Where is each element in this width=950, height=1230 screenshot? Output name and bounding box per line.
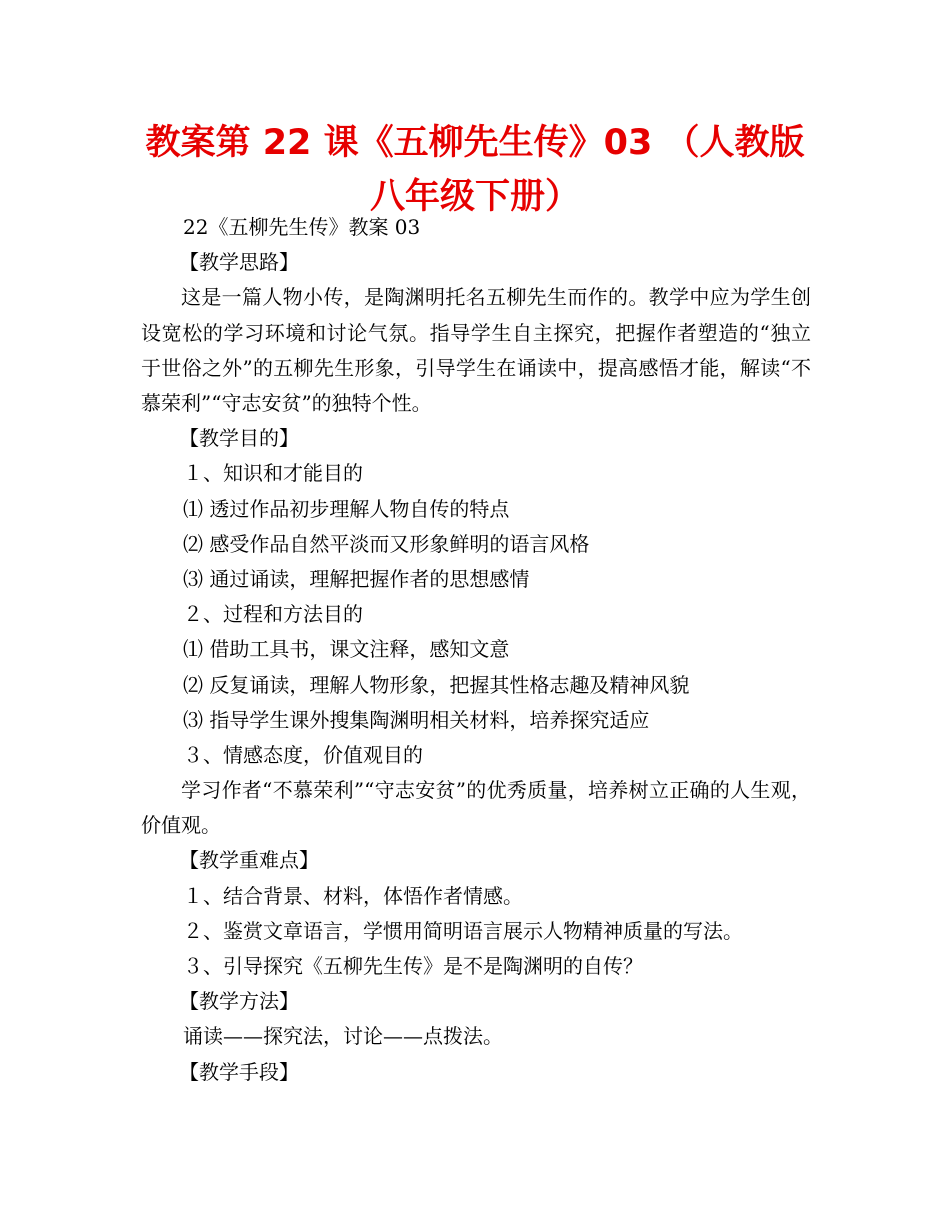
lesson-subtitle: 22《五柳先生传》教案 03 xyxy=(183,215,421,239)
thinking-paragraph: 这是一篇人物小传，是陶渊明托名五柳先生而作的。教学中应为学生创设宽松的学习环境和讨论气氛。指导学生自主探究，把握作者塑造的“独立于世俗之外”的五柳先生形象，引导学生在诵读中，提高感悟才能，解读“不慕荣利”“守志安贫”的独特个性。 xyxy=(141,285,811,415)
goal-2-title: ２、过程和方法目的 xyxy=(183,602,363,627)
section-heading-thinking: 【教学思路】 xyxy=(179,250,299,275)
methods-text: 诵读——探究法，讨论——点拨法。 xyxy=(183,1024,503,1049)
section-heading-goals: 【教学目的】 xyxy=(179,426,299,451)
goal-2-item: ⑶ 指导学生课外搜集陶渊明相关材料，培养探究适应 xyxy=(183,707,650,732)
goal-3-title: ３、情感态度，价值观目的 xyxy=(183,742,423,767)
goal-1-title: １、知识和才能目的 xyxy=(183,461,363,486)
goal-2-item: ⑵ 反复诵读，理解人物形象，把握其性格志趣及精神风貌 xyxy=(183,672,690,697)
document-title: 教案第 22 课《五柳先生传》03 （人教版八年级下册） xyxy=(145,123,805,217)
section-heading-methods: 【教学方法】 xyxy=(179,989,299,1014)
goal-1-item: ⑴ 透过作品初步理解人物自传的特点 xyxy=(183,496,510,521)
document-body xyxy=(141,210,811,1090)
goal-1-item: ⑶ 通过诵读，理解把握作者的思想感情 xyxy=(183,566,530,591)
goal-1-item: ⑵ 感受作品自然平淡而又形象鲜明的语言风格 xyxy=(183,531,590,556)
goal-2-item: ⑴ 借助工具书，课文注释，感知文意 xyxy=(183,637,510,662)
key-point-item: １、结合背景、材料，体悟作者情感。 xyxy=(183,883,523,908)
goal-3-paragraph: 学习作者“不慕荣利”“守志安贫”的优秀质量，培养树立正确的人生观，价值观。 xyxy=(141,778,811,838)
section-heading-means: 【教学手段】 xyxy=(179,1059,299,1084)
key-point-item: ２、鉴赏文章语言，学惯用简明语言展示人物精神质量的写法。 xyxy=(183,918,743,943)
section-heading-key-points: 【教学重难点】 xyxy=(179,848,319,873)
key-point-item: ３、引导探究《五柳先生传》是不是陶渊明的自传？ xyxy=(183,954,643,979)
